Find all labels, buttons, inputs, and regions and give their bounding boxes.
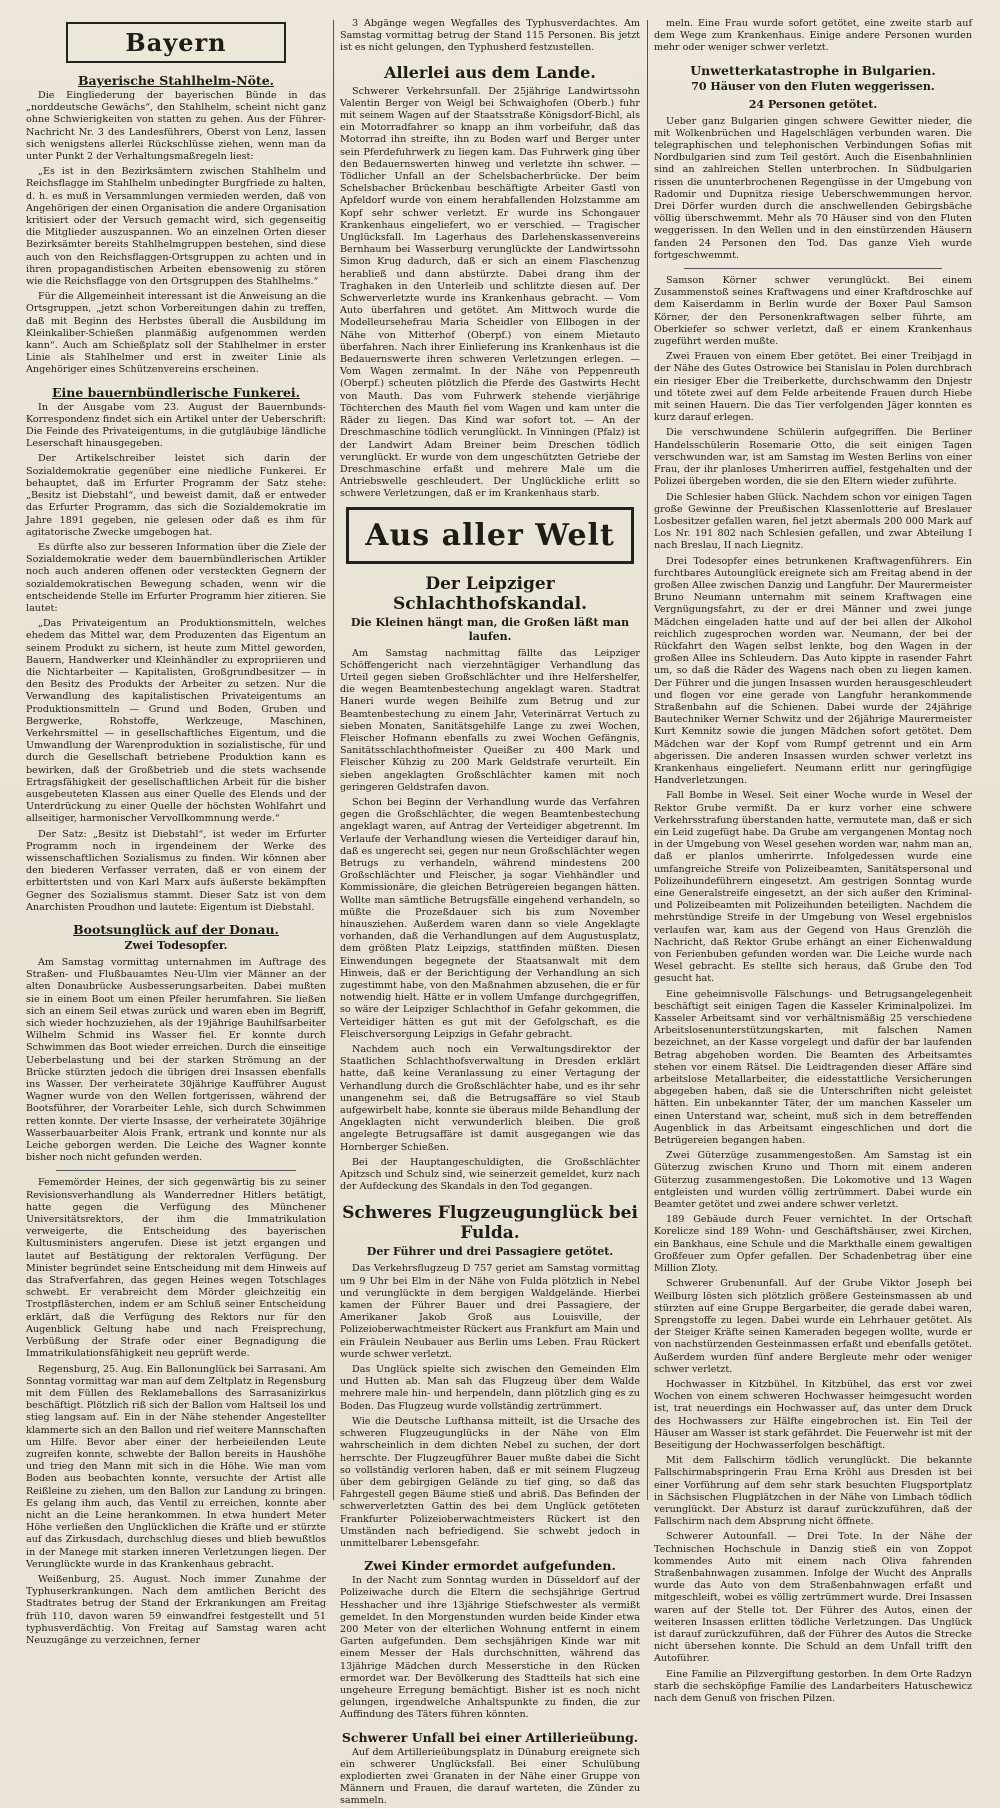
article-paragraph: Am Samstag nachmittag fällte das Leipziger Schöffengericht nach vierzehntägiger Verhandlung das Urteil gegen sieben Großschlächter und ihre Helfershelfer, die wegen Beamtenbestechung angeklagt waren. Stadtrat Haneri wurde wegen Beihilfe zum Betrug und zur Beamtenbestechung zu einem Jahr, Veterinärrat Vertuch zu sieben Monaten, Sanitätsgehilfe Lange zu zwei Wochen, Fleischer Hofmann ebenfalls zu zwei Wochen Gefängnis, Sanitätsschlachthofmeister Queißer zu 400 Mark und Fleischer Kühzig zu 200 Mark Geldstrafe verurteilt. Ein sieben angeklagten Großschlächter kamen mit noch geringeren Geldstrafen davon. [340, 647, 640, 793]
section-title-aus-aller-welt: Aus aller Welt [346, 507, 634, 564]
article-paragraph: „Das Privateigentum an Produktionsmitteln, welches ehedem das Mittel war, dem Produzenten das Eigentum an seinem Produkt zu sichern, ist heute zum Mittel geworden, Bauern, Handwerker und Kleinhändler zu expropriieren und die Nichtarbeiter — Kapitalisten, Großgrundbesitzer — in den Besitz des Produkts der Arbeiter zu setzen. Nur die Verwandlung des kapitalistischen Privateigentums an Produktionsmitteln — Grund und Boden, Gruben und Bergwerke, Rohstoffe, Werkzeuge, Maschinen, Verkehrsmittel — in gesellschaftliches Eigentum, und die Umwandlung der Warenproduktion in sozialistische, für und durch die Gesellschaft betriebene Produktion kann es bewirken, daß der Großbetrieb und die stets wachsende Ertragsfähigkeit der gesellschaftlichen Arbeit für die bisher ausgebeuteten Klassen aus einer Quelle des Elends und der Unterdrückung zu einer Quelle der höchsten Wohlfahrt und allseitiger, harmonischer Vervollkommnung werde.“ [26, 618, 326, 825]
article-headline: Eine bauernbündlerische Funkerei. [51, 384, 301, 400]
article-paragraph: Schwerer Autounfall. — Drei Tote. In der Nähe der Technischen Hochschule in Danzig stieß ein von Zoppot kommendes Auto mit einem nach Oliva fahrenden Straßenbahnwagen zusammen. Infolge der Wucht des Anpralls wurde das Auto von dem Straßenbahnwagen erfaßt und mitgeschleift, wobei es völlig zertrümmert wurde. Drei Insassen waren auf der Stelle tot. Der Führer des Autos, einen der weiteren Insassen erlitten tödliche Verletzungen. Das Unglück ist darauf zurückzuführen, daß der Führer des Autos die Strecke nicht übersehen konnte. Die Schuld an dem Unfall trifft den Autoführer. [654, 1531, 972, 1665]
column-left [26, 18, 326, 1646]
article-paragraph: Die Eingliederung der bayerischen Bünde in das „norddeutsche Gewächs“, den Stahlhelm, scheint nicht ganz ohne Schwierigkeiten von statten zu gehen. Aus der Führer-Nachricht Nr. 3 des Landesführers, Oberst von Lenz, lassen sich wenigstens allerlei Rückschlüsse ziehen, wenn man da unter Punkt 2 der Verhaltungsmaßregeln liest: [26, 90, 326, 163]
article-paragraph: Zwei Güterzüge zusammengestoßen. Am Samstag ist ein Güterzug zwischen Kruno und Thorn mit einem anderen Güterzug zusammengestoßen. Die Lokomotive und 13 Wagen entgleisten und wurden völlig zertrümmert. Dabei wurde ein Beamter getötet und zwei andere schwer verletzt. [654, 1150, 972, 1211]
article-headline: Schweres Flugzeugunglück bei Fulda. [342, 1203, 638, 1244]
article-subheadline: 70 Häuser von den Fluten weggerissen. [691, 79, 935, 93]
article-subheadline: Die Kleinen hängt man, die Großen läßt man laufen. [350, 615, 630, 643]
divider [684, 268, 942, 269]
article-paragraph: Auf dem Artillerieübungsplatz in Dünaburg ereignete sich ein schwerer Unglücksfall. Bei einer Schulübung explodierten zwei Granaten in der Nähe einer Gruppe von Männern und Frauen, die darauf warteten, die Zünder zu sammeln. [340, 1746, 640, 1807]
column-rule [333, 20, 334, 1500]
article-paragraph: „Es ist in den Bezirksämtern zwischen Stahlhelm und Reichsflagge im Stahlhelm unbedingter Burgfriede zu halten, d. h. es muß in Versammlungen vermieden werden, daß von Angehörigen der einen Organisation die andere Organisation kritisiert oder der Versuch gemacht wird, sich gegenseitig die Mitglieder auszuspannen. Wo an einzelnen Orten dieser Bezirksämter bereits Stahlhelmgruppen bestehen, sind diese auch von den Reichsflaggen-Ortsgruppen zu achten und in ihren propagandistischen Arbeiten ebensowenig zu stören wie die Reichsflagge von den Ortsgruppen des Stahlhelms.“ [26, 166, 326, 288]
article-paragraph: Ueber ganz Bulgarien gingen schwere Gewitter nieder, die mit Wolkenbrüchen und Hagelschlägen verbunden waren. Die telegraphischen und telephonischen Verbindungen Sofias mit Nordbulgarien sind zum Teil gestört. Auch die Eisenbahnlinien sind an zahlreichen Stellen unterbrochen. In Südbulgarien rissen die ununterbrochenen Regengüsse in der Umgebung von Radomir und Dupnitza riesige Ueberschwemmungen hervor. Drei Dörfer wurden durch die anschwellenden Gebirgsbäche völlig überschwemmt. Mehr als 70 Häuser sind von den Fluten weggerissen. In den Wellen und in den einstürzenden Häusern fanden 24 Personen den Tod. Das ganze Vieh wurde fortgeschwemmt. [654, 115, 972, 261]
article-subheadline: 24 Personen getötet. [748, 97, 878, 111]
article-headline: Bayerische Stahlhelm-Nöte. [77, 73, 275, 88]
article-headline: Unwetterkatastrophe in Bulgarien. [690, 62, 936, 78]
section-title-lande: Allerlei aus dem Lande. [384, 62, 596, 82]
article-paragraph: Wie die Deutsche Lufthansa mitteilt, ist die Ursache des schweren Flugzeugunglücks in der Nähe von Elm wahrscheinlich in dem dichten Nebel zu suchen, der dort herrschte. Der Flugzeugführer Bauer mußte dabei die Sicht so vollständig verloren haben, daß er mit seinem Flugzeug über dem gebirgigen Gelände zu tief ging, so daß das Fahrgestell gegen Bäume stieß und abriß. Das Befinden der schwerverletzten Gattin des bei dem Unglück getöteten Frankfurter Polizeioberwachtmeisters Rückert ist den Umständen nach befriedigend. Sie schwebt jedoch in unmittelbarer Lebensgefahr. [340, 1415, 640, 1549]
article-headline: Schwerer Unfall bei einer Artillerieübung. [341, 1729, 639, 1745]
article-paragraph: Die verschwundene Schülerin aufgegriffen. Die Berliner Handelsschülerin Rosemarie Otto, die seit einigen Tagen verschwunden war, ist am Samstag im Westen Berlins von einer Frau, der ihr planloses Umherirren auffiel, festgehalten und der Polizei übergeben worden, die sie den Eltern wieder zuführte. [654, 427, 972, 488]
article-paragraph: Eine Familie an Pilzvergiftung gestorben. In dem Orte Radzyn starb die sechsköpfige Familie des Landarbeiters Hatuschewicz nach dem Genuß von frischen Pilzen. [654, 1668, 972, 1704]
article-paragraph: Das Unglück spielte sich zwischen den Gemeinden Elm und Hutten ab. Man sah das Flugzeug über dem Walde mehrere male hin- und herpendeln, dann plötzlich ging es zu Boden. Das Flugzeug wurde vollständig zertrümmert. [340, 1364, 640, 1412]
article-paragraph: Schwerer Verkehrsunfall. Der 25jährige Landwirtssohn Valentin Berger von Weigl bei Schwaighofen (Oberb.) fuhr mit seinem Wagen auf der Staatsstraße Königsdorf-Bichl, als ein Motorradfahrer so knapp an ihm vorbeifuhr, daß das Motorrad ihn streifte, ihn zu Boden warf und Berger unter sein Pferdefuhrwerk zu liegen kam. Das Fuhrwerk ging über den Bedauernswerten hinweg und verletzte ihn schwer. — Tödlicher Unfall an der Schelsbacherbrücke. Der beim Schelsbacher Brückenbau beschäftigte Arbeiter Gastl von Apfeldorf wurde von einem herabfallenden Holzstamme am Kopf sehr schwer verletzt. Er wurde ins Schongauer Krankenhaus eingeliefert, wo er verschied. — Tragischer Unglücksfall. Im Lagerhaus des Darlehenskassenvereins Bernhaum bei Wasserburg verunglückte der Landwirtssohn Simon Krug dadurch, daß er sich an einem Flaschenzug herabließ und dann abstürzte. Dabei drang ihm der Traghaken in den Unterleib und schlitzte diesen auf. Der Schwerverletzte wurde ins Krankenhaus gebracht. — Vom Auto überfahren und getötet. Am Mittwoch wurde die Modelleursehefrau Maria Scheidler von Ellbogen in der Nähe von Mitterhof (Oberpf.) von einem Mietauto überfahren. Nach ihrer Einlieferung ins Krankenhaus ist die Bedauernswerte ihren schweren Verletzungen erlegen. — Vom Wagen zermalmt. In der Nähe von Peppenreuth (Oberpf.) scheuten plötzlich die Pferde des Gastwirts Hecht von Mauth. Das vom Fuhrwerk stehende vierjährige Töchterchen des Mauth fiel vom Wagen und kam unter die Räder zu liegen. Das Kind war sofort tot. — An der Dreschmaschine tödlich verunglückt. In Vinningen (Pfalz) ist der Landwirt Adam Breiner beim Dreschen tödlich verunglückt. Er wurde von dem ungeschützten Getriebe der Dreschmaschine erfaßt und mehrere Male um die Antriebswelle geschleudert. Der Unglückliche erlitt so schwere Verletzungen, daß er im Krankenhaus starb. [340, 85, 640, 500]
article-paragraph: Zwei Frauen von einem Eber getötet. Bei einer Treibjagd in der Nähe des Gutes Ostrowice bei Stanislau in Polen durchbrach ein riesiger Eber die Treiberkette, durchschwamm den Dnjestr und tötete zwei auf dem Felde arbeitende Frauen durch Hiebe mit seinen Hauern. Die das Tier verfolgenden Jäger konnten es kurz darauf erlegen. [654, 351, 972, 424]
article-paragraph: Weißenburg, 25. August. Noch immer Zunahme der Typhuserkrankungen. Nach dem amtlichen Bericht des Stadtrates betrug der Stand der Erkrankungen am Freitag früh 110, davon waren 59 einwandfrei festgestellt und 51 typhusverdächtig. Von Freitag auf Samstag waren acht Neuzugänge zu verzeichnen, ferner [26, 1573, 326, 1646]
article-paragraph: Samson Körner schwer verunglückt. Bei einem Zusammenstoß seines Kraftwagens und einer Kraftdroschke auf dem Kaiserdamm in Berlin wurde der Boxer Paul Samson Körner, der den Personenkraftwagen selber führte, am Oberkiefer so schwer verletzt, daß er einem Krankenhaus zugeführt werden mußte. [654, 275, 972, 348]
article-subheadline: Zwei Todesopfer. [124, 939, 228, 952]
article-paragraph: Die Schlesier haben Glück. Nachdem schon vor einigen Tagen große Gewinne der Preußischen Klassenlotterie auf Breslauer Losbesitzer gefallen waren, fiel jetzt abermals 200 000 Mark auf Los Nr. 191 802 nach Schlesien gefallen, und zwar Abteilung I nach Breslau, II nach Liegnitz. [654, 491, 972, 552]
article-paragraph: Fall Bombe in Wesel. Seit einer Woche wurde in Wesel der Rektor Grube vermißt. Da er kurz vorher eine schwere Verkehrsstrafung überstanden hatte, vermutete man, daß er sich ein Leid zugefügt habe. Da Grube am vergangenen Montag noch in der Umgebung von Wesel gesehen worden war, nahm man an, daß er planlos umherirrte. Infolgedessen wurde eine umfangreiche Streife von Polizeibeamten, Sanitätspersonal und Polizeihundeführern eingesetzt. Am gestrigen Sonntag wurde eine Generalstreife eingesetzt, an der sich außer den Kriminal- und Polizeibeamten mit Polizeihunden beteiligten. Nachdem die mehrstündige Streife in der Umgebung von Wesel ergebnislos verlaufen war, kam aus der Gegend von Haus Grenzlöh die Nachricht, daß Rektor Grube erhängt an einer Eichenwaldung von Ferienbuben gefunden worden war. Die Leiche wurde nach Wesel gebracht. Es stellte sich heraus, daß Grube den Tod gesucht hat. [654, 790, 972, 985]
article-paragraph: Für die Allgemeinheit interessant ist die Anweisung an die Ortsgruppen, „jetzt schon Vorbereitungen dahin zu treffen, daß mit Beginn des Herbstes überall die Ausbildung im Kleinkaliber-Schießen planmäßig aufgenommen werden kann“. Auch am Schießplatz soll der Stahlhelmer in erster Linie als Stahlhelmer und erst in zweiter Linie als Angehöriger eines Schützenvereins erscheinen. [26, 291, 326, 376]
article-paragraph: Schwerer Grubenunfall. Auf der Grube Viktor Joseph bei Weilburg lösten sich plötzlich größere Gesteinsmassen ab und stürzten auf eine Gruppe Bergarbeiter, die gerade dabei waren, Sprengstoffe zu legen. Dabei wurde ein Lehrhauer getötet. Als der Steiger Kräfte seinen Kameraden begegen wollte, wurde er von nachstürzenden Gesteinmassen erfaßt und ebenfalls getötet. Außerdem wurden fünf andere Bergleute mehr oder weniger schwer verletzt. [654, 1278, 972, 1375]
column-right [654, 18, 972, 1704]
article-paragraph: Regensburg, 25. Aug. Ein Ballonunglück bei Sarrasani. Am Sonntag vormittag war man auf dem Zeltplatz in Regensburg mit dem Füllen des Reklameballons des Sarrasanizirkus beschäftigt. Plötzlich riß sich der Ballon vom Haltseil los und stieg langsam auf. Ein in der Nähe stehender Angestellter klammerte sich an den Ballon und rief weitere Mannschaften um Hilfe. Bevor aber einer der herbeieilenden Leute zugreifen konnte, schwebte der Ballon bereits in Haushöhe und trieg den Mann mit sich in die Höhe. Wie man vom Boden aus beobachten konnte, versuchte der Artist alle Reißleine zu ziehen, um den Ballon zur Landung zu bringen. Es gelang ihm auch, das Ventil zu erreichen, konnte aber nicht an die Leine herankommen. In etwa hundert Meter Höhe verließen den Unglücklichen die Kräfte und er stürzte auf das Zirkusdach, durchschlug dieses und blieb bewußtlos in der Manege mit starken inneren Verletzungen liegen. Der Verunglückte wurde in das Krankenhaus gebracht. [26, 1363, 326, 1570]
article-paragraph: Hochwasser in Kitzbühel. In Kitzbühel, das erst vor zwei Wochen von einem schweren Hochwasser heimgesucht worden ist, trat neuerdings ein Hochwasser auf, das unter dem Druck des Hochwassers zur Hälfte eingebrochen ist. Ein Teil der Häuser am Wasser ist stark gefährdet. Die Feuerwehr ist mit der Beseitigung der Hochwasserfolgen beschäftigt. [654, 1378, 972, 1451]
article-paragraph: In der Ausgabe vom 23. August der Bauernbunds-Korrespondenz findet sich ein Artikel unter der Ueberschrift: Die Feinde des Privateigentums, in die gutgläubige ländliche Leserschaft hinausgegeben. [26, 401, 326, 450]
article-paragraph: Mit dem Fallschirm tödlich verunglückt. Die bekannte Fallschirmabspringerin Frau Erna Kröhl aus Dresden ist bei einer Vorführung auf dem sehr stark besuchten Flugsportplatz in Sächsischen Flugplätzchen in der Nähe von Limbach tödlich verunglückt. Der Absturz ist darauf zurückzuführen, daß der Fallschirm nach dem Absprung nicht öffnete. [654, 1455, 972, 1528]
article-paragraph: 3 Abgänge wegen Wegfalles des Typhusverdachtes. Am Samstag vormittag betrug der Stand 115 Personen. Bis jetzt ist es nicht gelungen, den Typhusherd festzustellen. [340, 18, 640, 54]
article-paragraph: Schon bei Beginn der Verhandlung wurde das Verfahren gegen die Großschlächter, die wegen Beamtenbestechung angeklagt waren, auf Antrag der Verteidiger abgetrennt. Im Verlaufe der Verhandlung wiesen die Verteidiger darauf hin, daß es ungerecht sei, gegen nur neun Großschlächter wegen Betrugs zu verhandeln, während mindestens 200 Großschlächter und Fleischer, ja sogar Viehhändler und Kommissionäre, die gleichen Betrügereien begangen hätten. Wollte man sämtliche Betrugsfälle eingehend verhandeln, so müßte die Prozeßdauer sich bis zum November hinausziehen. Außerdem waren dann so viele Angeklagte vorhanden, daß die Verhandlungen auf dem Augustusplatz, dem größten Platz Leipzigs, stattfinden müßten. Diesen Einwendungen begegnete der Staatsanwalt mit dem Hinweis, daß er der Berichtigung der Verhandlung an sich zugestimmt habe, von den Maßnahmen abzusehen, die er für notwendig hielt. Hätte er in vollem Umfange durchgegriffen, so wäre der Leipziger Schlachthof in Gefahr gekommen, die Verteidiger hätten es gut mit der Gefolgschaft, es die Fleischversorgung Leipzigs in Gefahr gebracht. [340, 796, 640, 1040]
article-subheadline: Der Führer und drei Passagiere getötet. [366, 1245, 614, 1259]
article-paragraph: Nachdem auch noch ein Verwaltungsdirektor der Staatlichen Schlachthofsverwaltung in Dresden erklärt hatte, daß keine Veranlassung zu einer Vertagung der Verhandlung durch die Großschlächter habe, und es ihr sehr unangenehm sei, daß die Betrugsaffäre so viel Staub aufgewirbelt habe, konnte sie überaus milde Behandlung der Angeklagten nicht verwunderlich bleiben. Die groß angelegte Betrugsaffäre ist damit ausgegangen wie das Hornberger Schießen. [340, 1044, 640, 1153]
article-paragraph: Es dürfte also zur besseren Information über die Ziele der Sozialdemokratie weder dem bauernbündlerischen Artikler noch auch anderen offenen oder versteckten Gegnern der sozialdemokratischen Bewegung schaden, wenn wir die entscheidende Stelle im Erfurter Programm hier zitieren. Sie lautet: [26, 541, 326, 614]
divider [56, 1170, 296, 1171]
article-headline: Bootsunglück auf der Donau. [73, 922, 279, 937]
article-paragraph: In der Nacht zum Sonntag wurden in Düsseldorf auf der Polizeiwache durch die Eltern die sechsjährige Gertrud Hesshacher und ihre 13jährige Stiefschwester als vermißt gemeldet. In den Morgenstunden wurden beide Kinder etwa 200 Meter von der elterlichen Wohnung entfernt in einem Garten aufgefunden. Dem sechsjährigen Kinde war mit einem Messer der Hals durchschnitten, während das 13jährige Mädchen durch Messerstiche in den Rücken ermordet war. Der Bevölkerung des Stadtteils hat sich eine ungeheure Erregung bemächtigt. Bisher ist es noch nicht gelungen, irgendwelche Anhaltspunkte zu finden, die zur Auffindung des Täters führen könnten. [340, 1575, 640, 1721]
article-headline: Zwei Kinder ermordet aufgefunden. [364, 1558, 616, 1574]
article-paragraph: Das Verkehrsflugzeug D 757 geriet am Samstag vormittag um 9 Uhr bei Elm in der Nähe von Fulda plötzlich in Nebel und verunglückte in dem bergigen Waldgelände. Hierbei kamen der Führer Bauer und drei Passagiere, der Amerikaner Jakob Groß aus Louisville, der Polizeioberwachtmeister Rückert aus Frankfurt am Main und ein Fräulein Neubauer aus Berlin ums Leben. Frau Rückert wurde schwer verletzt. [340, 1263, 640, 1360]
article-paragraph: meln. Eine Frau wurde sofort getötet, eine zweite starb auf dem Wege zum Krankenhaus. Einige andere Personen wurden mehr oder weniger schwer verletzt. [654, 18, 972, 54]
article-paragraph: 189 Gebäude durch Feuer vernichtet. In der Ortschaft Korelicze sind 189 Wohn- und Geschäftshäuser, zwei Kirchen, ein Bankhaus, eine Schule und die Markthalle einem gewaltigen Großfeuer zum Opfer gefallen. Der Schadenbetrag über eine Million Zloty. [654, 1214, 972, 1275]
article-paragraph: Fememörder Heines, der sich gegenwärtig bis zu seiner Revisionsverhandlung als Wanderredner Hitlers betätigt, hatte gegen die Verfügung des Münchener Universitätsrektors, der ihm die Immatrikulation verweigerte, die Entscheidung des bayerischen Kultusministers angerufen. Diese ist jetzt ergangen und lautet auf Bestätigung der rektoralen Verfügung. Der Minister begründet seine Entscheidung mit dem Hinweis auf das Strafverfahren, das gegen Heines wegen Totschlages schwebt. Er verabreicht dem Mörder gleichzeitig ein Trostpflästerchen, indem er am Schluß seiner Entscheidung erklärt, daß die Verfügung des Rektors nur für den Augenblick Geltung habe und nach Freisprechung, Verbüßung der Strafe oder einer Begnadigung die Immatrikulationsfähigkeit neu geprüft werde. [26, 1177, 326, 1360]
article-paragraph: Drei Todesopfer eines betrunkenen Kraftwagenführers. Ein furchtbares Autounglück ereignete sich am Freitag abend in der großen Allee zwischen Danzig und Langfuhr. Der Maurermeister Bruno Neumann unternahm mit seinem Kraftwagen eine Vergnügungsfahrt, zu der er drei Männer und zwei junge Mädchen eingeladen hatte und auf der bei allen der Alkohol reichlich zugesprochen worden war. Neumann, der bei der Rückfahrt den Wagen selbst lenkte, bog den Wagen in der großen Allee ins Schleudern. Das Auto kippte in rasender Fahrt um, so daß die Räder des Wagens nach oben zu liegen kamen. Der Führer und die jungen Insassen wurden herausgeschleudert und flogen vor eine gerade von Langfuhr herankommende Straßenbahn auf die Schienen. Dabei wurde der 24jährige Bautechniker Werner Schwitz und der 26jährige Maurermeister Kurt Kemnitz sowie die jungen Mädchen sofort getötet. Dem Mädchen war der Kopf vom Rumpf getrennt und ein Arm abgerissen. Die anderen Insassen wurden schwer verletzt ins Krankenhaus eingeliefert. Neumann erlitt nur geringfügige Handverletzungen. [654, 555, 972, 787]
article-paragraph: Der Artikelschreiber leistet sich darin der Sozialdemokratie gegenüber eine niedliche Funkerei. Er behauptet, daß im Erfurter Programm der Satz stehe: „Besitz ist Diebstahl“, und beweist damit, daß er entweder das Erfurter Programm, das sich die Sozialdemokratie im Jahre 1891 gegeben, nie gelesen oder daß es ihm für agitatorische Zwecke umgebogen hat. [26, 453, 326, 538]
column-middle [340, 18, 640, 1807]
article-paragraph: Bei der Hauptangeschuldigten, die Großschlächter Apitzsch und Schulz sind, wie seinerzeit gemeldet, kurz nach der Aufdeckung des Skandals in den Tod gegangen. [340, 1156, 640, 1193]
article-paragraph: Am Samstag vormittag unternahmen im Auftrage des Straßen- und Flußbauamtes Neu-Ulm vier Männer an der alten Donaubrücke Ausbesserungsarbeiten. Dabei mußten sie in einem Boot um einen Pfeiler herumfahren. Sie ließen sich an einem Seil etwas zurück und waren eben im Begriff, sich wieder hochzuziehen, als der 19jährige Bauhilfsarbeiter Wilhelm Schmid ins Wasser fiel. Er konnte durch Schwimmen das Boot wieder erreichen. Durch die einseitige Ueberbelastung und bei der starken Strömung an der Brücke stürzten jedoch die übrigen drei Insassen ebenfalls ins Wasser. Der verheiratete 30jährige Kaufführer August Wagner wurde von den Wellen fortgerissen, während der Bootsführer, der Vorarbeiter Lehle, sich durch Schwimmen retten konnte. Der vierte Insasse, der verheiratete 30jährige Wasserbauarbeiter Alois Frank, ertrank und konnte nur als Leiche geborgen werden. Die Leiche des Wagner konnte bisher noch nicht gefunden werden. [26, 957, 326, 1164]
article-paragraph: Der Satz: „Besitz ist Diebstahl“, ist weder im Erfurter Programm noch in irgendeinem der Werke des wissenschaftlichen Sozialismus zu finden. Wir können aber den biederen Verfasser verraten, daß er von einem der erbittertsten und von Karl Marx aufs äußerste bekämpften Gegner des Sozialismus stammt. Dieser Satz ist von dem Anarchisten Proudhon und lautete: Eigentum ist Diebstahl. [26, 828, 326, 913]
column-rule [647, 20, 648, 1500]
section-title-bayern: Bayern [66, 22, 286, 63]
article-headline: Der Leipziger Schlachthofskandal. [392, 573, 588, 614]
article-paragraph: Eine geheimnisvolle Fälschungs- und Betrugsangelegenheit beschäftigt seit einigen Tagen die Kasseler Kriminalpolizei. Im Kasseler Arbeitsamt sind vor verhältnismäßig 25 verschiedene Arbeitslosenunterstützungskarten, mit falschen Namen bezeichnet, an der Kasse vorgelegt und dafür der bar laufenden Betrag abgehoben worden. Die Beamten des Arbeitsamtes stehen vor einem Rätsel. Die Leidtragenden dieser Affäre sind arbeitslose Metallarbeiter, die eidesstattliche Versicherungen abgegeben haben, daß sie die Unterschriften nicht geleistet hätten. Ein unbekannter Täter, der um manchen Kasseler um einen Unterstand war, scheint, muß sich in dem betreffenden Augenblick in das Arbeitsamt eingeschlichen und dort die Betrügereien begangen haben. [654, 988, 972, 1147]
